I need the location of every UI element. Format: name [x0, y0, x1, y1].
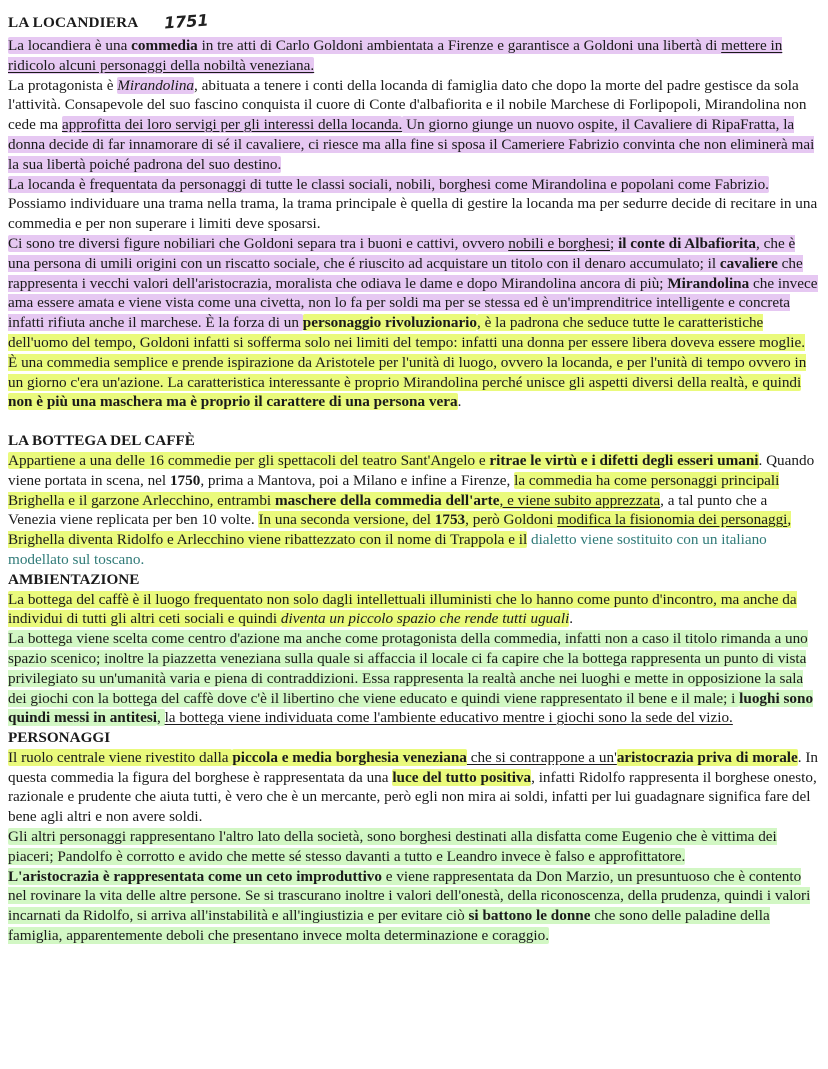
personaggi-paragraph-1: Il ruolo centrale viene rivestito dalla piccola e media borghesia veneziana che si contrappone a un'aristocrazia priva di morale. In questa commedia la figura del borghese è rappresentata da una luce del tutto positiva, infatti Ridolfo rappresenta il borghese onesto, razionale e prudente che aiuta tutti, è vero che è un mercante, però egli non mira ai soldi, infatti per lui guadagnare significa fare del bene agli altri e non avere soldi.	[8, 748, 819, 826]
locandiera-paragraph-1: La locandiera è una commedia in tre atti di Carlo Goldoni ambientata a Firenze e garantisce a Goldoni una libertà di mettere in ridicolo alcuni personaggi della nobiltà veneziana.	[8, 37, 783, 74]
bottega-title: LA BOTTEGA DEL CAFFÈ	[8, 432, 195, 450]
personaggi-paragraph-2: Gli altri personaggi rappresentano l'altro lato della società, sono borghesi destinati alla disfatta come Eugenio che è vittima dei piaceri; Pandolfo è corrotto e avido che mette sé stesso davanti a tutto e Leandro invece è falso e approfittatore.	[8, 828, 777, 865]
ambientazione-paragraph-1: La bottega del caffè è il luogo frequentato non solo dagli intellettuali illuministi che lo hanno come punto d'incontro, ma anche da individui di tutti gli altri ceti sociali e quindi diventa un piccolo spazio che rende tutti uguali.	[8, 590, 797, 628]
personaggi-paragraph-3: L'aristocrazia è rappresentata come un ceto improduttivo e viene rappresentata da Don Marzio, un presuntuoso che è contento nel rovinare la vita delle altre persone. Se si trascurano inoltre i valori dell'onestà, della riconoscenza, della prudenza, quindi i valori incarnati da Ridolfo, si arriva all'instabilità e all'ingiustizia e per evitare ciò si battono le donne che sono delle paladine della famiglia, apparentemente deboli che presentano invece molta determinazione e coraggio.	[8, 867, 811, 945]
ambientazione-title: AMBIENTAZIONE	[8, 570, 140, 588]
locandiera-title: LA LOCANDIERA	[8, 14, 139, 31]
personaggi-title: PERSONAGGI	[8, 729, 111, 747]
locandiera-paragraph-2: La protagonista è Mirandolina, abituata a tenere i conti della locanda di famiglia dato che dopo la morte del padre gestisce da sola l'attività. Consapevole del suo fascino conquista il cuore di Conte d'albafiorita e il nobile Marchese di Forlipopoli, Mirandolina non cede ma approfitta dei loro servigi per gli interessi della locanda. Un giorno giunge un nuovo ospite, il Cavaliere di RipaFratta, la donna decide di far innamorare di sé il cavaliere, ci riesce ma alla fine si sposa il Cameriere Fabrizio convinta che non eliminerà mai la sua libertà poiché padrona del suo destino.	[8, 76, 815, 173]
locandiera-paragraph-5: Ci sono tre diversi figure nobiliari che Goldoni separa tra i buoni e cattivi, ovvero nobili e borghesi; il conte di Albafiorita, che è una persona di umili origini con un riscatto sociale, che é riuscito ad acquistare un titolo con il denaro accumulato; il cavaliere che rappresenta i vecchi valori dell'aristocrazia, moralista che odiava le dame e dopo Mirandolina ancora di più; Mirandolina che invece ama essere amata e viene vista come una civetta, non lo fa per soldi ma per se stessa ed è un'imprenditrice intelligente e concreta infatti rifiuta anche il marchese. È la forza di un personaggio rivoluzionario, è la padrona che seduce tutte le caratteristiche dell'uomo del tempo, Goldoni infatti si sofferma solo nei limiti del tempo: infatti una donna per essere libera doveva essere moglie. È una commedia semplice e prende ispirazione da Aristotele per l'unità di luogo, ovvero la locanda, e per l'unità di tempo ovvero in un giorno c'era un'azione. La caratteristica interessante è proprio Mirandolina perché unisce gli aspetti diversi della realtà, e quindi non è più una maschera ma è proprio il carattere di una persona vera.	[8, 234, 818, 411]
bottega-paragraph-1: Appartiene a una delle 16 commedie per gli spettacoli del teatro Sant'Angelo e ritrae le virtù e i difetti degli esseri umani. Quando viene portata in scena, nel 1750, prima a Mantova, poi a Milano e infine a Firenze, la commedia ha come personaggi principali Brighella e il garzone Arlecchino, entrambi maschere della commedia dell'arte, e viene subito apprezzata, a tal punto che a Venezia viene replicata per ben 10 volte. In una seconda versione, del 1753, però Goldoni modifica la fisionomia dei personaggi, Brighella diventa Ridolfo e Arlecchino viene ribattezzato con il nome di Trappola e il dialetto viene sostituito con un italiano modellato sul toscano.	[8, 451, 815, 568]
locandiera-paragraph-3: La locanda è frequentata da personaggi di tutte le classi sociali, nobili, borghesi come Mirandolina e popolani come Fabrizio.	[8, 175, 769, 193]
locandiera-paragraph-4: Possiamo individuare una trama nella trama, la trama principale è quella di gestire la locanda ma per sedurre decide di recitare in una commedia e per non superare i limiti deve sposarsi.	[8, 195, 818, 233]
locandiera-header	[8, 12, 818, 36]
handwritten-year: 1751	[163, 10, 210, 33]
ambientazione-paragraph-2: La bottega viene scelta come centro d'azione ma anche come protagonista della commedia, infatti non a caso il titolo rimanda a uno spazio scenico; inoltre la piazzetta veneziana sulla quale si affaccia il locale ci fa capire che la bottega rappresenta un punto di vista privilegiato su un'umanità varia e piena di contraddizioni. Essa rappresenta la realtà anche nei luoghi e mette in opposizione la sala dei giochi con la bottega del caffè dove c'è il libertino che viene educato e quindi viene rappresentato il bene e il male; i luoghi sono quindi messi in antitesi, la bottega viene individuata come l'ambiente educativo mentre i giochi sono la sede del vizio.	[8, 630, 814, 727]
